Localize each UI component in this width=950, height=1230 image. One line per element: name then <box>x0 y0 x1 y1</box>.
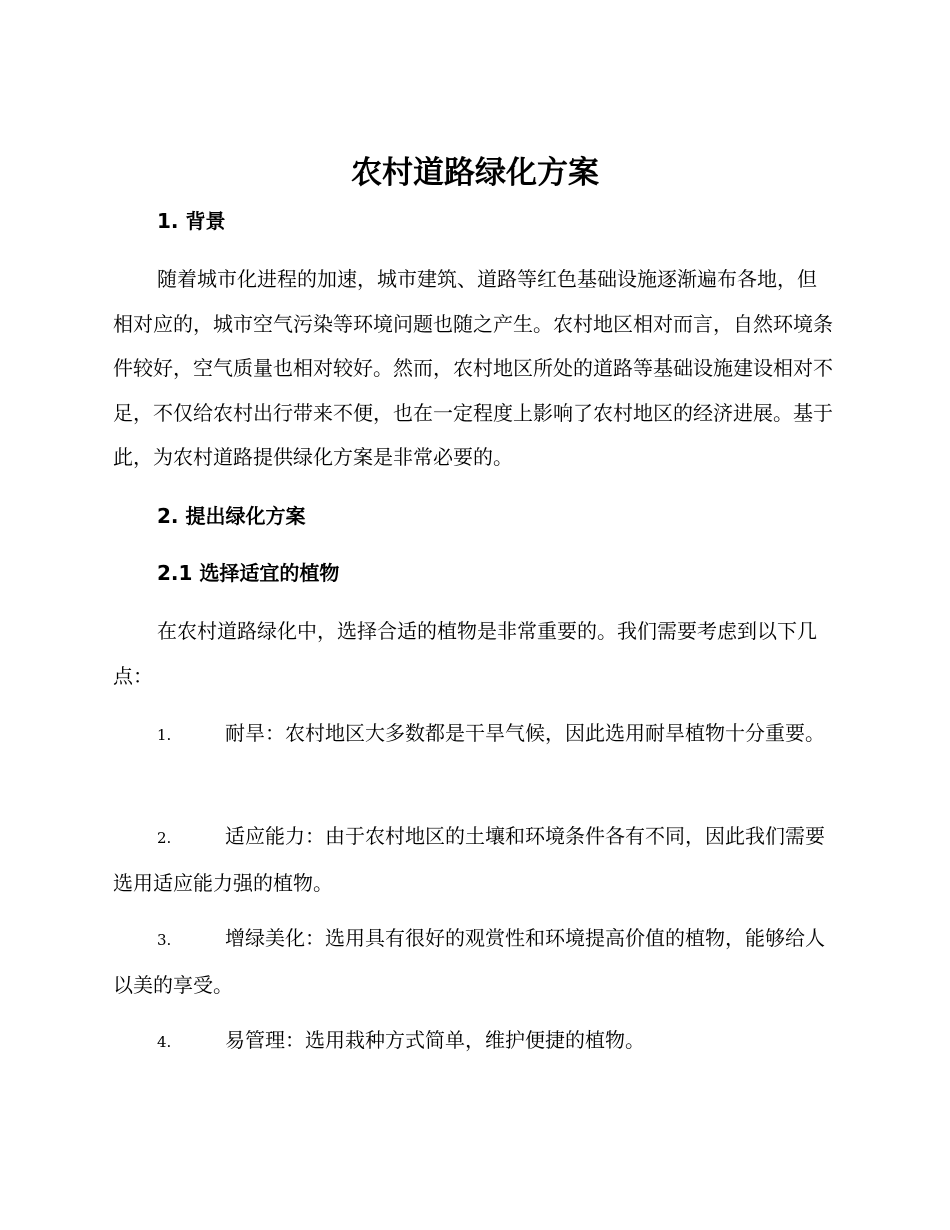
list-item <box>113 814 835 905</box>
section-heading-background: 1. 背景 <box>157 209 226 233</box>
select-plants-paragraph: 在农村道路绿化中，选择合适的植物是非常重要的。我们需要考虑到以下几点： <box>113 619 817 688</box>
list-item <box>113 916 835 1007</box>
list-item <box>113 1018 835 1065</box>
list-item-text: 耐旱：农村地区大多数都是干旱气候，因此选用耐旱植物十分重要。 <box>225 721 825 745</box>
document-title: 农村道路绿化方案 <box>351 155 599 191</box>
list-item-number: 3. <box>157 931 172 949</box>
section-heading-select-plants: 2.1 选择适宜的植物 <box>157 561 340 585</box>
section-heading-greening-plan: 2. 提出绿化方案 <box>157 504 306 528</box>
list-item-text: 适应能力：由于农村地区的土壤和环境条件各有不同，因此我们需要选用适应能力强的植物。 <box>113 824 825 895</box>
list-item-number: 4. <box>157 1033 172 1051</box>
list-item-number: 1. <box>157 726 172 744</box>
list-item <box>113 711 835 758</box>
list-item-text: 增绿美化：选用具有很好的观赏性和环境提高价值的植物，能够给人以美的享受。 <box>113 926 825 997</box>
background-paragraph: 随着城市化进程的加速，城市建筑、道路等红色基础设施逐渐遍布各地，但相对应的，城市空气污染等环境问题也随之产生。农村地区相对而言，自然环境条件较好，空气质量也相对较好。然而，农村地区所处的道路等基础设施建设相对不足，不仅给农村出行带来不便，也在一定程度上影响了农村地区的经济进展。基于此，为农村道路提供绿化方案是非常必要的。 <box>113 267 833 469</box>
list-item-number: 2. <box>157 829 172 847</box>
list-item-text: 易管理：选用栽种方式简单，维护便捷的植物。 <box>225 1028 645 1052</box>
